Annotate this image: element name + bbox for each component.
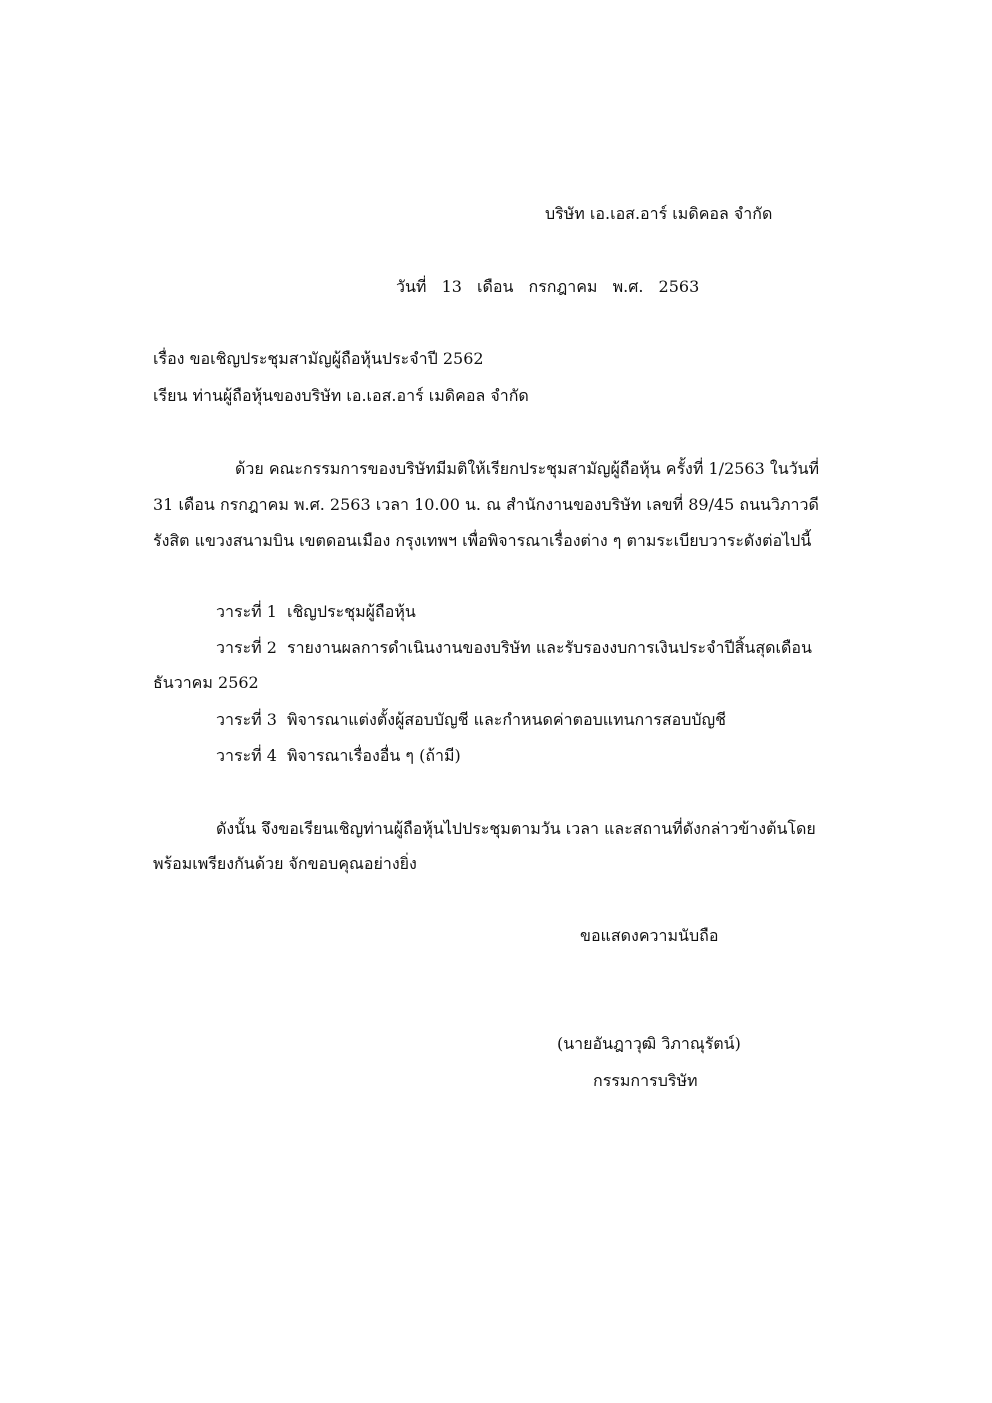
subject-line: เรื่อง ขอเชิญประชุมสามัญผู้ถือหุ้นประจำปี 2562 — [153, 349, 484, 368]
agenda-label: วาระที่ 2 — [216, 638, 277, 657]
agenda-label: วาระที่ 4 — [216, 746, 277, 765]
agenda-item-2-continuation: ธันวาคม 2562 — [153, 673, 259, 692]
agenda-text: พิจารณาแต่งตั้งผู้สอบบัญชี และกำหนดค่าตอบแทนการสอบบัญชี — [286, 710, 726, 729]
paragraph1-line1: ด้วย คณะกรรมการของบริษัทมีมติให้เรียกประชุมสามัญผู้ถือหุ้น ครั้งที่ 1/2563 ในวันที่ — [235, 459, 820, 478]
date-year: 2563 — [658, 277, 700, 296]
date-year-label: พ.ศ. — [612, 277, 644, 296]
company-header: บริษัท เอ.เอส.อาร์ เมดิคอล จำกัด — [545, 204, 773, 223]
agenda-item-3 — [216, 709, 726, 731]
signer-title: กรรมการบริษัท — [593, 1071, 698, 1090]
agenda-text: พิจารณาเรื่องอื่น ๆ (ถ้ามี) — [286, 746, 461, 765]
date-day-label: วันที่ — [396, 277, 427, 296]
agenda-text: เชิญประชุมผู้ถือหุ้น — [286, 602, 416, 621]
paragraph2-line1: ดังนั้น จึงขอเรียนเชิญท่านผู้ถือหุ้นไปประชุมตามวัน เวลา และสถานที่ดังกล่าวข้างต้นโดย — [216, 819, 816, 838]
paragraph2-line2: พร้อมเพรียงกันด้วย จักขอบคุณอย่างยิ่ง — [153, 854, 417, 873]
paragraph1-line2: 31 เดือน กรกฎาคม พ.ศ. 2563 เวลา 10.00 น. ณ สำนักงานของบริษัท เลขที่ 89/45 ถนนวิภาวดี — [153, 495, 819, 514]
agenda-item-2 — [216, 637, 812, 659]
signer-name: (นายอันฎาวุฒิ วิภาณุรัตน์) — [557, 1034, 741, 1053]
date-month-label: เดือน — [477, 277, 514, 296]
recipient-line: เรียน ท่านผู้ถือหุ้นของบริษัท เอ.เอส.อาร์ เมดิคอล จำกัด — [153, 386, 529, 405]
date-month: กรกฎาคม — [528, 277, 598, 296]
date-day: 13 — [441, 277, 462, 296]
agenda-label: วาระที่ 3 — [216, 710, 277, 729]
agenda-item-4 — [216, 745, 461, 767]
agenda-text: รายงานผลการดำเนินงานของบริษัท และรับรองงบการเงินประจำปีสิ้นสุดเดือน — [286, 638, 812, 657]
closing-salutation: ขอแสดงความนับถือ — [580, 926, 719, 945]
paragraph1-line3: รังสิต แขวงสนามบิน เขตดอนเมือง กรุงเทพฯ เพื่อพิจารณาเรื่องต่าง ๆ ตามระเบียบวาระดังต่อไปนี้ — [153, 531, 812, 550]
agenda-item-1 — [216, 601, 416, 623]
agenda-label: วาระที่ 1 — [216, 602, 277, 621]
document-date — [396, 276, 699, 298]
